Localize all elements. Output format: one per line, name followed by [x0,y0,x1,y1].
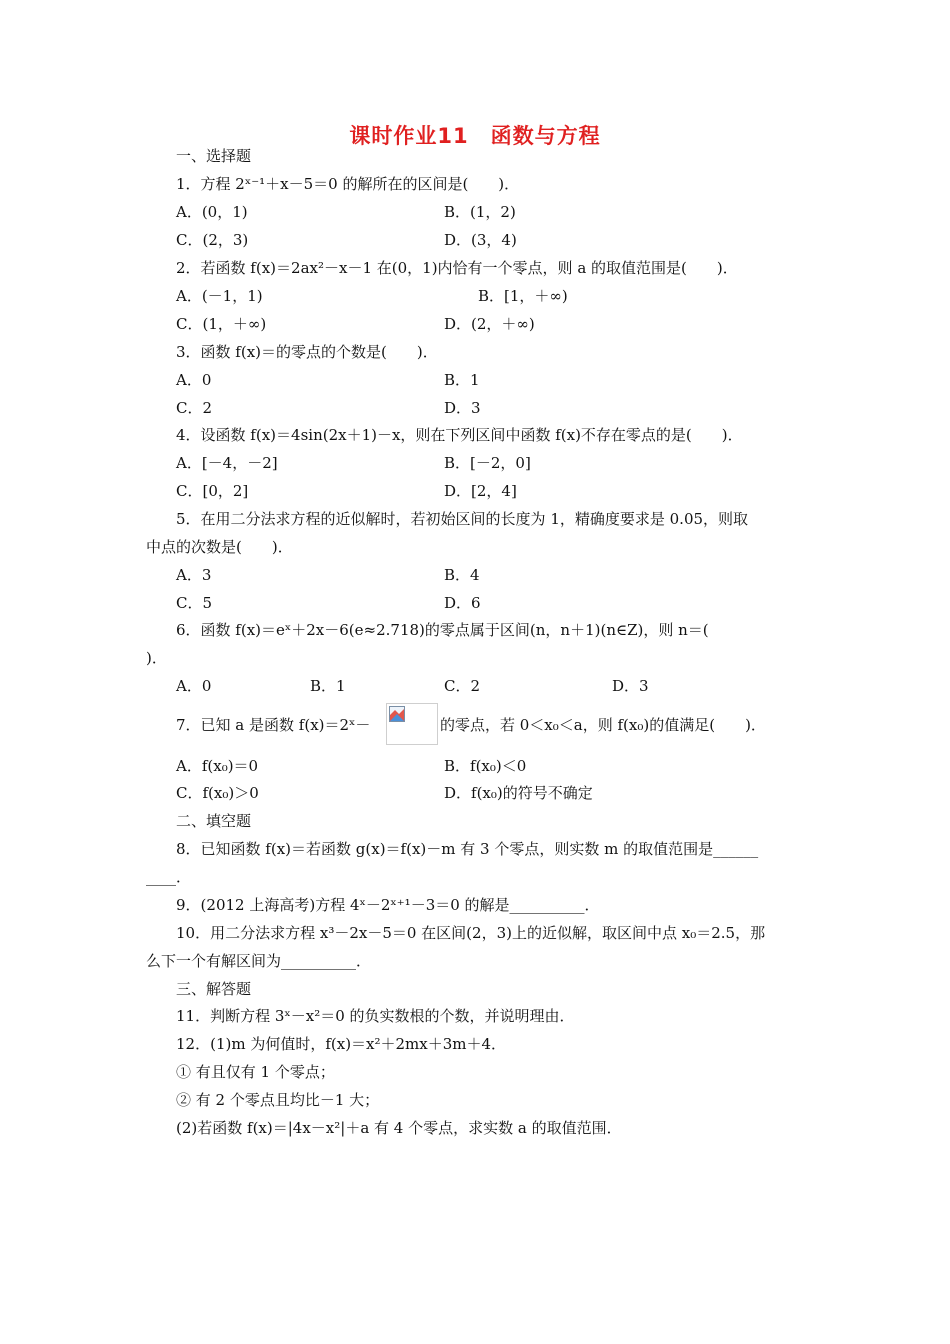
question-4-option-d: D．[2，4] [444,482,517,500]
question-4-option-c: C．[0，2] [176,482,249,500]
question-7-option-d: D．f(x₀)的符号不确定 [444,784,593,802]
question-12-line2: ① 有且仅有 1 个零点； [176,1063,335,1081]
question-8-stem-line2: ____． [146,868,192,886]
question-6-option-a: A．0 [176,677,212,695]
question-2-stem: 2．若函数 f(x)＝2ax²－x－1 在(0，1)内恰有一个零点，则 a 的取值范围是( )． [176,259,738,277]
question-8-stem-line1: 8．已知函数 f(x)＝若函数 g(x)＝f(x)－m 有 3 个零点，则实数 m 的取值范围是______ [176,840,759,858]
question-10-stem-line1: 10．用二分法求方程 x³－2x－5＝0 在区间(2，3)上的近似解，取区间中点 x₀＝2.5，那 [176,924,766,942]
question-4-stem: 4．设函数 f(x)＝4sin(2x＋1)－x，则在下列区间中函数 f(x)不存在零点的是( )． [176,426,743,444]
question-2-option-d: D．(2，＋∞) [444,315,535,333]
question-9-stem: 9．(2012 上海高考)方程 4ˣ－2ˣ⁺¹－3＝0 的解是__________． [176,896,600,914]
question-1-option-a: A．(0，1) [176,203,248,221]
question-12-line4: (2)若函数 f(x)＝|4x－x²|＋a 有 4 个零点，求实数 a 的取值范围． [176,1119,622,1137]
question-5-option-a: A．3 [176,566,212,584]
question-2-option-c: C．(1，＋∞) [176,315,267,333]
question-5-stem-line1: 5．在用二分法求方程的近似解时，若初始区间的长度为 1，精确度要求是 0.05，则取 [176,510,749,528]
question-7-option-b: B．f(x₀)＜0 [444,757,527,775]
question-6-option-c: C．2 [444,677,481,695]
question-5-option-d: D．6 [444,594,481,612]
question-6-stem-line2: )． [146,649,167,667]
section-heading-choice: 一、选择题 [176,147,252,165]
question-4-option-a: A．[－4，－2] [176,454,278,472]
question-1-stem: 1．方程 2ˣ⁻¹＋x－5＝0 的解所在的区间是( )． [176,175,520,193]
question-1-option-d: D．(3，4) [444,231,517,249]
broken-image-icon [389,706,405,722]
question-2-option-a: A．(－1，1) [176,287,263,305]
question-3-stem: 3．函数 f(x)＝的零点的个数是( )． [176,343,438,361]
page-title: 课时作业11 函数与方程 [349,124,601,148]
question-5-option-c: C．5 [176,594,213,612]
question-6-option-d: D．3 [612,677,649,695]
section-heading-fill: 二、填空题 [176,812,252,830]
question-1-option-b: B．(1，2) [444,203,516,221]
question-4-option-b: B．[－2，0] [444,454,531,472]
question-5-option-b: B．4 [444,566,480,584]
question-2-option-b: B．[1，＋∞) [478,287,568,305]
question-12-line3: ② 有 2 个零点且均比－1 大； [176,1091,380,1109]
question-6-stem-line1: 6．函数 f(x)＝eˣ＋2x－6(e≈2.718)的零点属于区间(n，n＋1)(n∈Z)，则 n＝( [176,621,709,639]
question-12-line1: 12．(1)m 为何值时，f(x)＝x²＋2mx＋3m＋4． [176,1035,507,1053]
question-7-option-c: C．f(x₀)＞0 [176,784,259,802]
question-7-stem-start: 7．已知 a 是函数 f(x)＝2ˣ－ [176,716,371,734]
question-10-stem-line2: 么下一个有解区间为__________． [146,952,372,970]
question-1-option-c: C．(2，3) [176,231,249,249]
section-heading-solve: 三、解答题 [176,980,252,998]
question-7-stem-end: 的零点，若 0＜x₀＜a，则 f(x₀)的值满足( )． [440,716,766,734]
question-5-stem-line2: 中点的次数是( )． [146,538,293,556]
question-3-option-a: A．0 [176,371,212,389]
question-7-option-a: A．f(x₀)＝0 [176,757,259,775]
missing-formula-image [386,703,438,745]
question-6-option-b: B．1 [310,677,346,695]
question-3-option-b: B．1 [444,371,480,389]
question-11-stem: 11．判断方程 3ˣ－x²＝0 的负实数根的个数，并说明理由． [176,1007,575,1025]
question-3-option-d: D．3 [444,399,481,417]
question-3-option-c: C．2 [176,399,213,417]
